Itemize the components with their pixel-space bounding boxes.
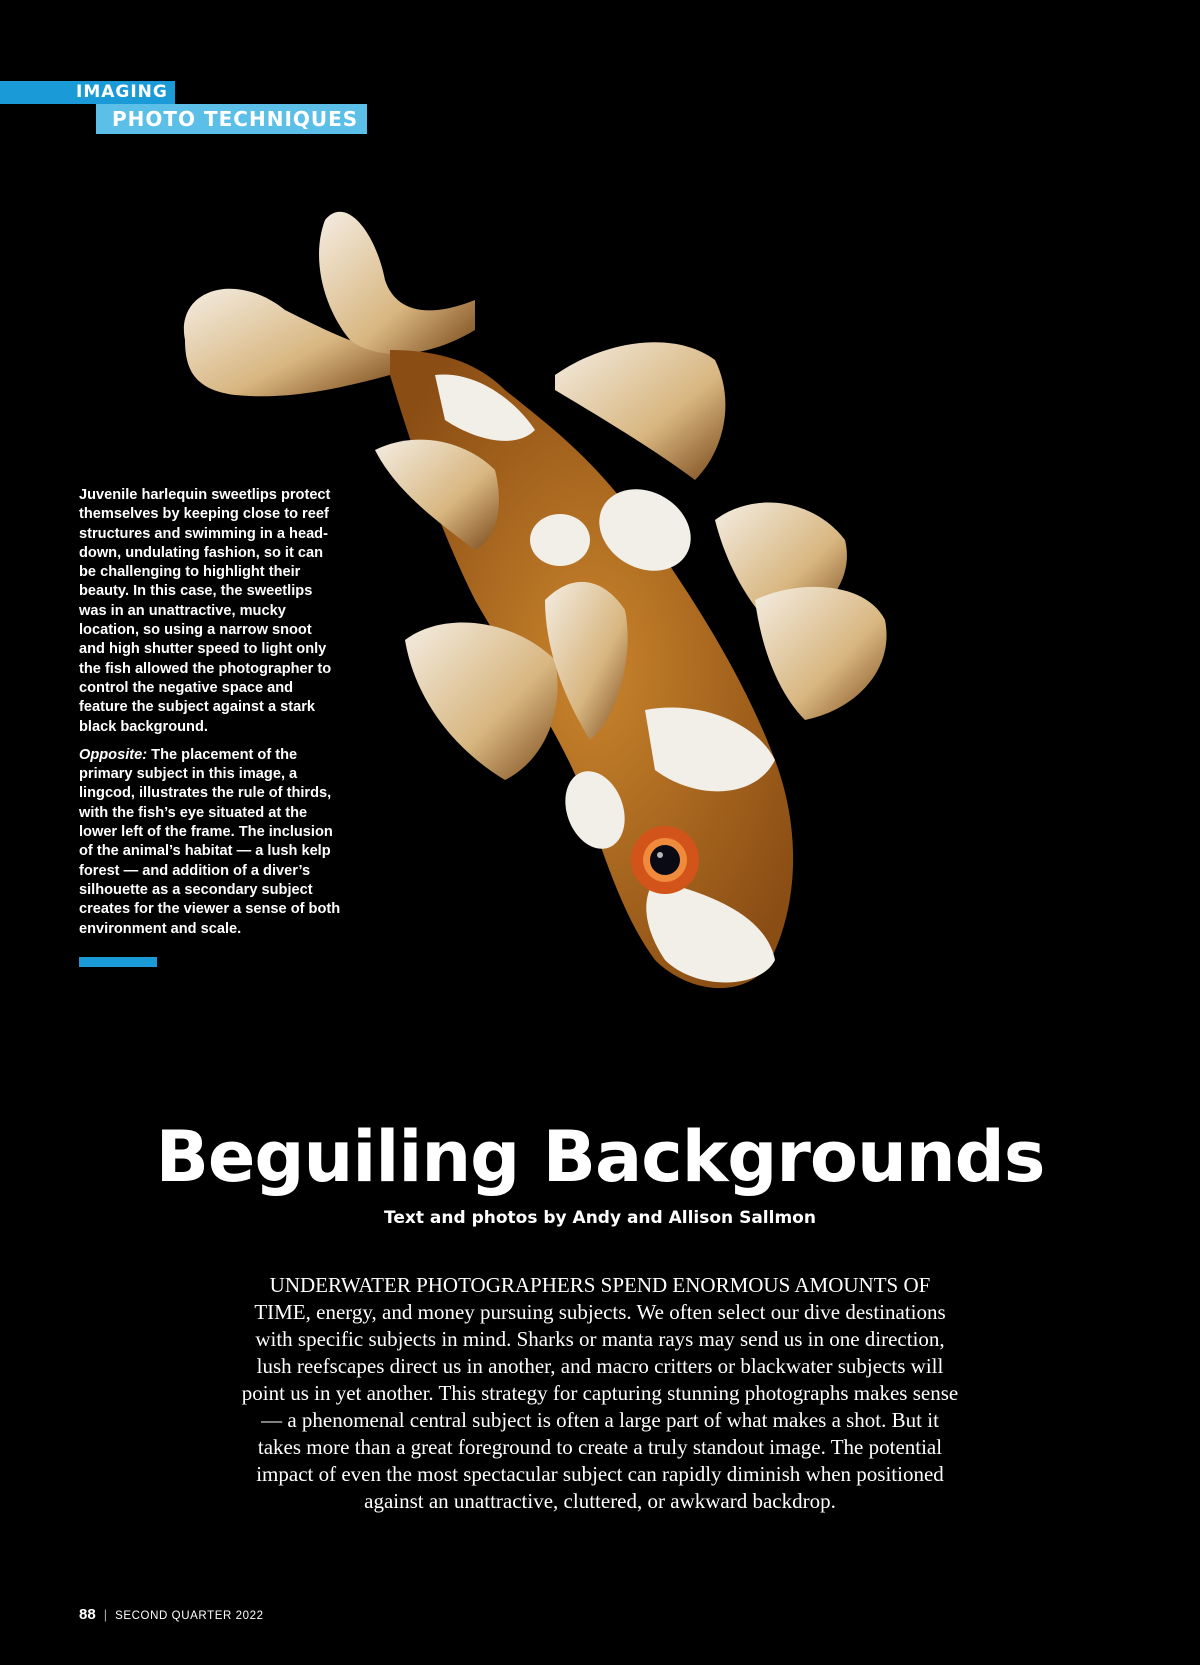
fish-eye [631,826,699,894]
harlequin-sweetlips-photo [175,200,975,1060]
section-tag-photo-techniques: PHOTO TECHNIQUES [96,104,367,134]
footer-separator: | [103,1607,108,1622]
page-footer [79,1606,264,1623]
caption-paragraph-2-text: The placement of the primary subject in this image, a lingcod, illustrates the rule of thirds, with the fish’s eye situated at the lower left of the frame. The inclusion of the animal’s habitat — a lush kelp forest — and addition of a diver’s silhouette as a secondary subject creates for the viewer a sense of both environment and scale. [79,746,341,937]
intro-caps: UNDERWATER PHOTOGRAPHERS SPEND ENORMOUS AMOUNTS OF TIME, [254,1273,931,1324]
article-intro [240,1272,960,1515]
issue-label: SECOND QUARTER 2022 [115,1610,264,1622]
intro-text: energy, and money pursuing subjects. We often select our dive destinations with specific subjects in mind. Sharks or manta rays may send us in one direction, lush reefscapes direct us in another, and macro critters or blackwater subjects will point us in yet another. This strategy for capturing stunning photographs makes sense — a phenomenal central subject is often a large part of what makes a shot. But it takes more than a great foreground to create a truly standout image. The potential impact of even the most spectacular subject can rapidly diminish when positioned against an unattractive, cluttered, or awkward backdrop. [241,1300,959,1513]
caption-lead: Opposite: [79,746,148,763]
section-tag-imaging: IMAGING [0,81,175,104]
article-title: Beguiling Backgrounds [155,1116,1045,1198]
caption-paragraph-1: Juvenile harlequin sweetlips protect themselves by keeping close to reef structures and swimming in a head-down, undulating fashion, so it can be challenging to highlight their beauty. In this case, the sweetlips was in an unattractive, mucky location, so using a narrow snoot and high shutter speed to light only the fish allowed the photographer to control the negative space and feature the subject against a stark black background. [79,487,332,735]
page-number: 88 [79,1606,96,1623]
caption-accent-bar [79,957,157,967]
article-byline: Text and photos by Andy and Allison Sallmon [384,1208,816,1228]
